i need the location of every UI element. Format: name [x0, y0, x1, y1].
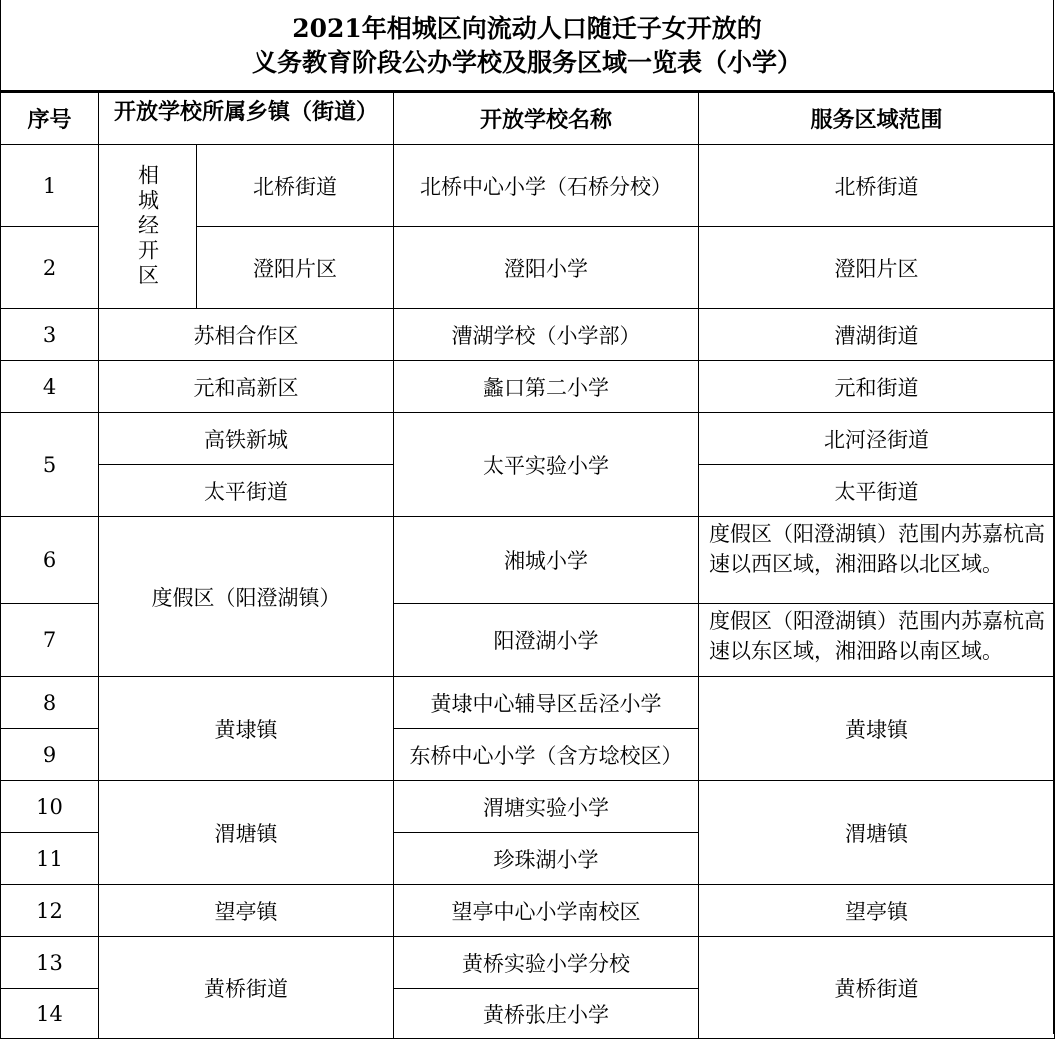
town-cell: 澄阳片区	[197, 227, 394, 309]
area-text: 度假区（阳澄湖镇）范围内苏嘉杭高速以东区域，湘沺路以南区域。	[709, 609, 1046, 663]
table-row	[1, 937, 1055, 989]
group-xiangcheng: 相城经开区	[135, 164, 160, 289]
header-no: 序号	[1, 93, 99, 145]
header-area: 服务区域范围	[699, 93, 1055, 145]
header-school: 开放学校名称	[394, 93, 699, 145]
title-line-2: 义务教育阶段公办学校及服务区域一览表（小学）	[251, 48, 802, 77]
table-row	[1, 781, 1055, 833]
school-cell: 阳澄湖小学	[394, 604, 699, 677]
row-number: 11	[1, 833, 99, 885]
row-number: 5	[1, 413, 99, 517]
town-cell: 太平街道	[99, 465, 394, 517]
area-cell: 渭塘镇	[699, 781, 1055, 885]
row-number: 8	[1, 677, 99, 729]
row-number: 1	[1, 145, 99, 227]
school-cell: 蠡口第二小学	[394, 361, 699, 413]
area-cell: 北桥街道	[699, 145, 1055, 227]
school-cell: 东桥中心小学（含方埝校区）	[394, 729, 699, 781]
area-cell: 太平街道	[699, 465, 1055, 517]
table-row	[1, 677, 1055, 729]
area-cell	[699, 517, 1055, 604]
row-number: 2	[1, 227, 99, 309]
title-line-1: 2021年相城区向流动人口随迁子女开放的	[292, 14, 762, 43]
row-number: 14	[1, 989, 99, 1039]
area-cell: 望亭镇	[699, 885, 1055, 937]
school-cell: 渭塘实验小学	[394, 781, 699, 833]
row-number: 13	[1, 937, 99, 989]
school-cell: 湘城小学	[394, 517, 699, 604]
table-row	[1, 145, 1055, 227]
row-number: 12	[1, 885, 99, 937]
school-cell: 太平实验小学	[394, 413, 699, 517]
area-cell	[699, 604, 1055, 677]
table-row	[1, 517, 1055, 604]
town-cell: 苏相合作区	[99, 309, 394, 361]
table-row	[1, 309, 1055, 361]
row-number: 7	[1, 604, 99, 677]
town-cell: 高铁新城	[99, 413, 394, 465]
town-cell: 北桥街道	[197, 145, 394, 227]
area-cell: 北河泾街道	[699, 413, 1055, 465]
town-cell: 黄桥街道	[99, 937, 394, 1039]
town-cell: 元和高新区	[99, 361, 394, 413]
row-number: 4	[1, 361, 99, 413]
area-cell: 漕湖街道	[699, 309, 1055, 361]
town-cell: 度假区（阳澄湖镇）	[99, 517, 394, 677]
area-cell: 澄阳片区	[699, 227, 1055, 309]
area-cell: 元和街道	[699, 361, 1055, 413]
school-cell: 澄阳小学	[394, 227, 699, 309]
row-number: 6	[1, 517, 99, 604]
town-cell: 黄埭镇	[99, 677, 394, 781]
town-cell: 望亭镇	[99, 885, 394, 937]
table-row	[1, 413, 1055, 465]
school-cell: 黄埭中心辅导区岳泾小学	[394, 677, 699, 729]
header-row	[1, 93, 1055, 145]
school-table	[0, 92, 1055, 1039]
town-cell: 渭塘镇	[99, 781, 394, 885]
area-text: 度假区（阳澄湖镇）范围内苏嘉杭高速以西区域，湘沺路以北区域。	[709, 522, 1046, 576]
header-town	[99, 93, 394, 145]
area-cell: 黄桥街道	[699, 937, 1055, 1039]
row-number: 9	[1, 729, 99, 781]
document-title	[0, 0, 1054, 92]
area-cell: 黄埭镇	[699, 677, 1055, 781]
school-cell: 珍珠湖小学	[394, 833, 699, 885]
school-cell: 望亭中心小学南校区	[394, 885, 699, 937]
school-cell: 漕湖学校（小学部）	[394, 309, 699, 361]
row-number: 10	[1, 781, 99, 833]
school-cell: 黄桥实验小学分校	[394, 937, 699, 989]
group-xiangcheng-cell	[99, 145, 197, 309]
header-town-text: 开放学校所属乡镇（街道）	[114, 98, 379, 125]
table-row	[1, 361, 1055, 413]
row-number: 3	[1, 309, 99, 361]
table-row	[1, 885, 1055, 937]
school-cell: 黄桥张庄小学	[394, 989, 699, 1039]
school-cell: 北桥中心小学（石桥分校）	[394, 145, 699, 227]
